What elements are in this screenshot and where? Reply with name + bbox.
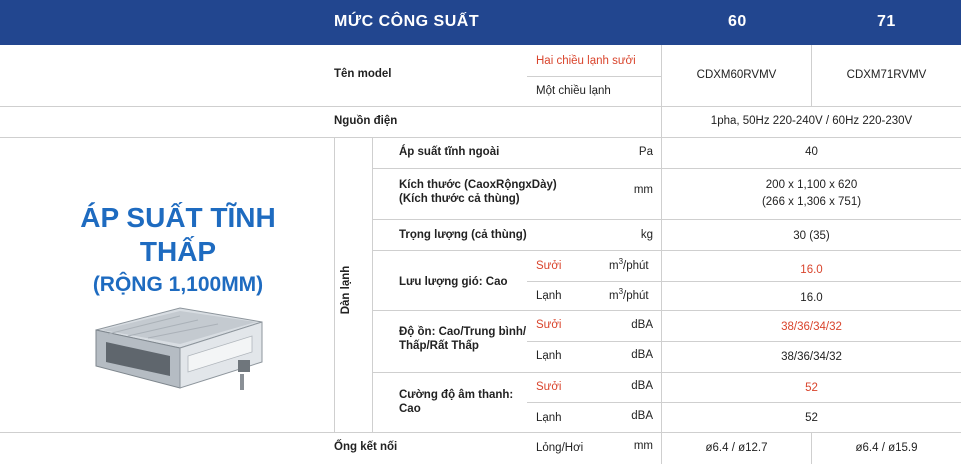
divider [0, 432, 961, 433]
divider [0, 137, 961, 138]
noise-cool-label: Lạnh [536, 350, 562, 362]
power-value: 1pha, 50Hz 220-240V / 60Hz 220-230V [710, 115, 913, 127]
product-subtitle: (RỘNG 1,100MM) [92, 273, 264, 296]
divider [372, 219, 961, 220]
dimensions-unit: mm [633, 184, 653, 196]
noise-cool-value: 38/36/34/32 [781, 351, 842, 363]
divider [372, 137, 373, 432]
noise-label-low: Thấp/Rất Thấp [399, 340, 479, 352]
airflow-label: Lưu lượng gió: Cao [399, 276, 508, 288]
model-71: CDXM71RVMV [846, 69, 927, 81]
airflow-cool-value: 16.0 [800, 292, 823, 304]
airflow-cool-label: Lạnh [536, 290, 562, 302]
model-label: Tên model [334, 68, 392, 80]
product-title-line2: THẤP [139, 236, 217, 267]
model-60: CDXM60RVMV [696, 69, 777, 81]
indoor-unit-label: Dàn lạnh [340, 265, 352, 315]
divider [527, 76, 661, 77]
sound-power-label: Cường độ âm thanh: [399, 389, 514, 401]
airflow-unit-cool: $m^3$/phút [609, 287, 649, 302]
static-pressure-label: Áp suất tĩnh ngoài [399, 146, 500, 158]
noise-label: Độ ồn: Cao/Trung bình/ [399, 326, 527, 338]
piping-value-60: ø6.4 / ø12.7 [705, 442, 768, 454]
divider [372, 250, 961, 251]
piping-unit: mm [633, 440, 653, 452]
capacity-71: 71 [877, 13, 896, 30]
model-type-heat-cool: Hai chiều lạnh sưởi [536, 55, 636, 67]
table-header [0, 0, 961, 45]
piping-sub-label: Lỏng/Hơi [536, 442, 584, 454]
capacity-60: 60 [728, 13, 747, 30]
divider [661, 45, 662, 464]
dimensions-value-boxed: (266 x 1,306 x 751) [761, 196, 862, 208]
airflow-heat-value: 16.0 [800, 264, 823, 276]
ducted-indoor-unit-icon [88, 304, 268, 396]
static-pressure-value: 40 [805, 146, 818, 158]
noise-unit-cool: dBA [631, 349, 653, 361]
sound-power-cool-value: 52 [805, 412, 818, 424]
divider [372, 372, 961, 373]
weight-value: 30 (35) [793, 230, 830, 242]
noise-heat-value: 38/36/34/32 [781, 321, 842, 333]
piping-value-71: ø6.4 / ø15.9 [855, 442, 918, 454]
weight-unit: kg [640, 229, 653, 241]
static-pressure-unit: Pa [638, 146, 653, 158]
divider [334, 137, 335, 432]
divider [0, 106, 961, 107]
piping-label: Ống kết nối [334, 441, 398, 453]
capacity-title: MỨC CÔNG SUẤT [334, 13, 480, 30]
sound-power-unit-heat: dBA [631, 380, 653, 392]
dimensions-label: Kích thước (CaoxRộngxDày) [399, 179, 557, 191]
divider [372, 168, 961, 169]
sound-power-label-high: Cao [399, 403, 421, 415]
sound-power-heat-value: 52 [805, 382, 818, 394]
sound-power-unit-cool: dBA [631, 410, 653, 422]
divider [372, 310, 961, 311]
noise-heat-label: Sưởi [536, 319, 562, 331]
divider [527, 341, 961, 342]
airflow-unit-heat: $m^3$/phút [609, 257, 649, 272]
divider [527, 402, 961, 403]
noise-unit-heat: dBA [631, 319, 653, 331]
sound-power-cool-label: Lạnh [536, 412, 562, 424]
product-title-line1: ÁP SUẤT TĨNH [80, 202, 276, 233]
sound-power-heat-label: Sưởi [536, 381, 562, 393]
model-type-cool-only: Một chiều lạnh [536, 85, 611, 97]
dimensions-value: 200 x 1,100 x 620 [765, 179, 858, 191]
dimensions-label-boxed: (Kích thước cả thùng) [399, 193, 520, 205]
divider [527, 281, 961, 282]
weight-label: Trọng lượng (cả thùng) [399, 229, 527, 241]
power-label: Nguồn điện [334, 115, 398, 127]
airflow-heat-label: Sưởi [536, 260, 562, 272]
